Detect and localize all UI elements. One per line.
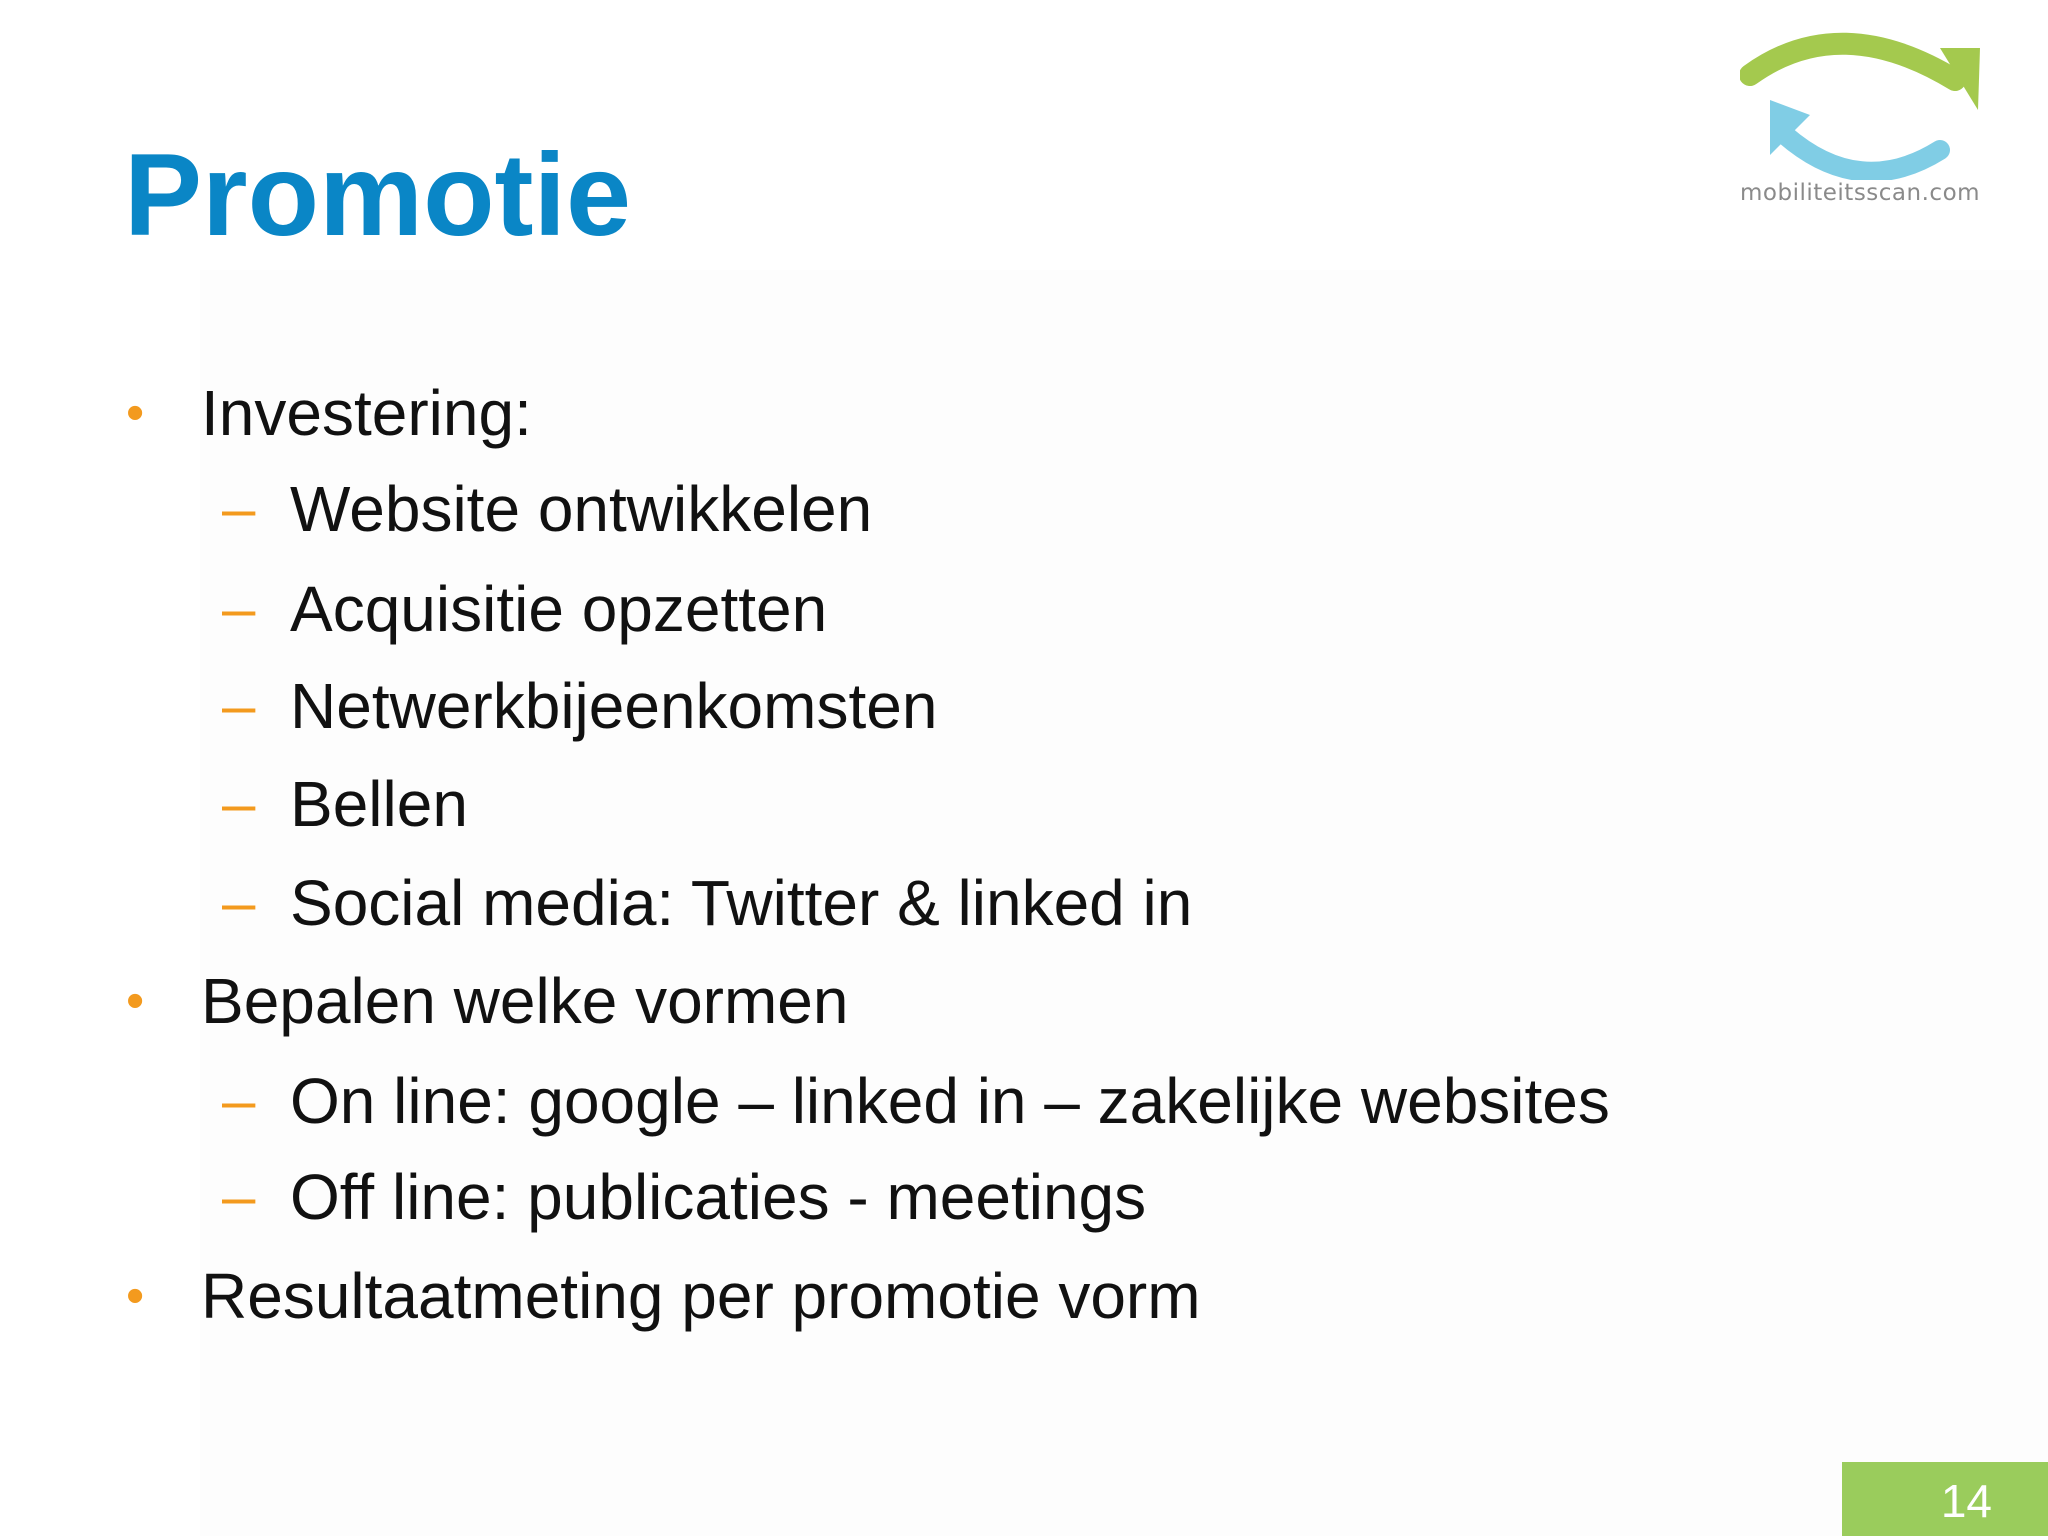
- company-logo: [1740, 20, 1990, 220]
- dash-marker: –: [222, 575, 256, 642]
- bullet-text: Social media: Twitter & linked in: [290, 867, 1193, 939]
- bullet-text: Netwerkbijeenkomsten: [290, 670, 938, 742]
- slide-title: Promotie: [124, 129, 632, 260]
- page-number: 14: [1940, 1475, 1992, 1527]
- page-number-box: [1842, 1462, 2048, 1536]
- bullet-text: Investering:: [201, 377, 532, 449]
- dash-marker: –: [222, 770, 256, 837]
- dash-marker: –: [222, 1163, 256, 1230]
- bullet-text: Bellen: [290, 768, 468, 840]
- dash-marker: –: [222, 1067, 256, 1134]
- bullet-text: Resultaatmeting per promotie vorm: [201, 1260, 1201, 1332]
- bullet-marker: •: [126, 1267, 145, 1325]
- dash-marker: –: [222, 475, 256, 542]
- circular-arrows-logo-icon: [1740, 20, 1990, 180]
- dash-marker: –: [222, 672, 256, 739]
- bullet-text: On line: google – linked in – zakelijke websites: [290, 1065, 1610, 1137]
- bullet-marker: •: [126, 384, 145, 442]
- bullet-text: Acquisitie opzetten: [290, 573, 828, 645]
- dash-marker: –: [222, 869, 256, 936]
- bullet-marker: •: [126, 972, 145, 1030]
- logo-text: mobiliteitsscan.com: [1740, 180, 1981, 206]
- bullet-text: Website ontwikkelen: [290, 473, 873, 545]
- bullet-text: Off line: publicaties - meetings: [290, 1161, 1147, 1233]
- bullet-text: Bepalen welke vormen: [201, 965, 849, 1037]
